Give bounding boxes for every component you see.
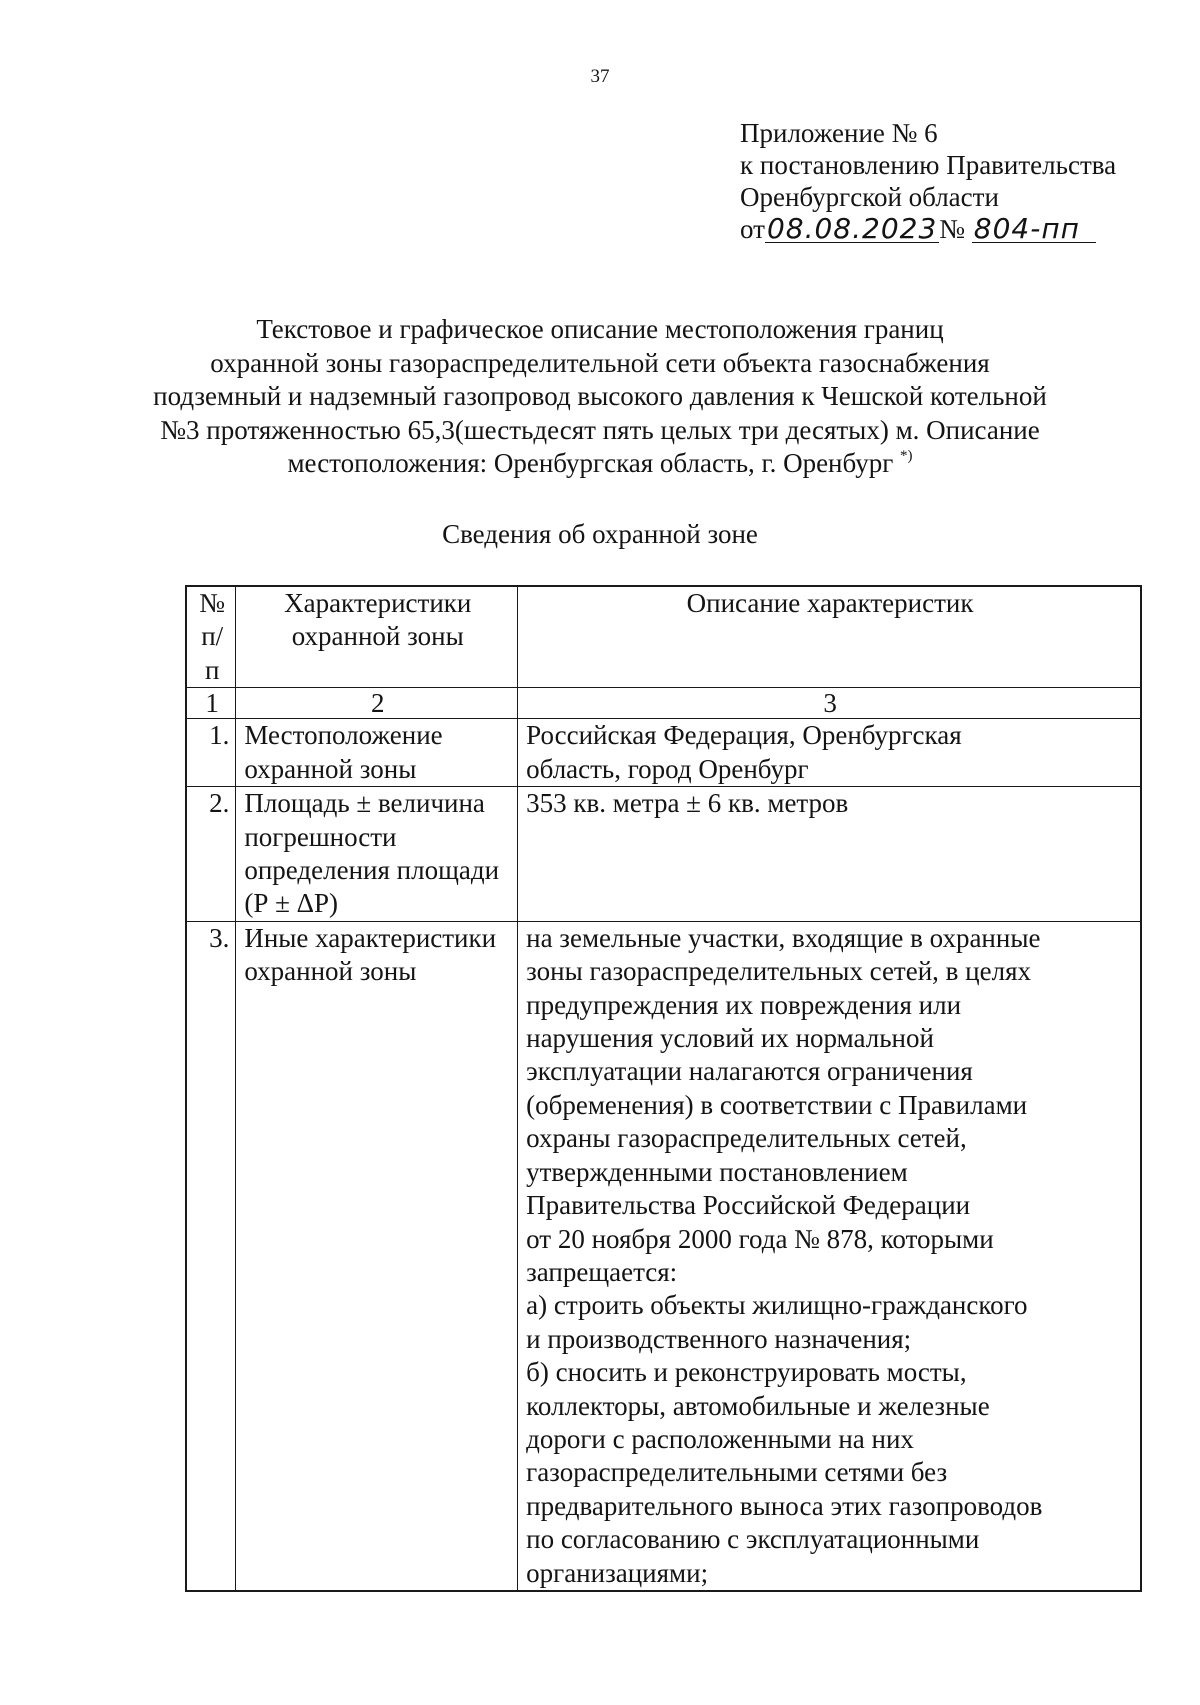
row-description-line: газораспределительными сетями без (526, 1457, 948, 1488)
row-characteristic (236, 719, 518, 787)
row-description-line: охраны газораспределительных сетей, (526, 1123, 967, 1154)
row-description (518, 921, 1141, 1591)
row-characteristic-line: (Р ± ΔР) (244, 888, 339, 919)
section-subtitle: Сведения об охранной зоне (442, 519, 758, 549)
appendix-number-label: № (939, 214, 966, 244)
table-row (186, 719, 1141, 787)
row-description-line: зоны газораспределительных сетей, в целях (526, 956, 1031, 987)
row-description (518, 787, 1141, 922)
row-description-line: область, город Оренбург (526, 753, 809, 784)
row-characteristic (236, 921, 518, 1591)
row-description-line: эксплуатации налагаются ограничения (526, 1056, 973, 1087)
row-characteristic-line: Площадь ± величина (244, 788, 485, 819)
row-description-line: и производственного назначения; (526, 1323, 912, 1354)
document-title (120, 313, 1080, 481)
title-line-2: охранной зоны газораспределительной сети объекта газоснабжения (210, 347, 990, 378)
row-description-line: предварительного выноса этих газопроводов (526, 1490, 1043, 1521)
row-characteristic-line: Местоположение (244, 720, 443, 751)
title-line-3: подземный и надземный газопровод высокого давления к Чешской котельной (153, 381, 1047, 411)
protection-zone-table (185, 585, 1142, 1592)
appendix-line-3: Оренбургской области (740, 182, 999, 212)
row-characteristic-line: Иные характеристики (244, 922, 497, 953)
header-description: Описание характеристик (518, 586, 1141, 688)
table-row (186, 787, 1141, 922)
row-description-line: организациями; (526, 1557, 709, 1588)
title-line-5 (120, 447, 1080, 481)
header-number-line-1: № (199, 588, 226, 618)
row-description-line: Правительства Российской Федерации (526, 1190, 971, 1221)
row-description-line: по согласованию с эксплуатационными (526, 1524, 980, 1555)
title-line-4: №3 протяженностью 65,3(шестьдесят пять целых три десятых) м. Описание (160, 414, 1040, 445)
row-description (518, 719, 1141, 787)
row-description-line: 353 кв. метра ± 6 кв. метров (526, 788, 849, 819)
header-characteristics-line-2: охранной зоны (291, 621, 464, 652)
row-description-line: коллекторы, автомобильные и железные (526, 1390, 990, 1421)
header-characteristics (236, 586, 518, 688)
row-description-line: предупреждения их повреждения или (526, 989, 962, 1020)
row-description-line: нарушения условий их нормальной (526, 1023, 934, 1054)
title-line-5-text: местоположения: Оренбургская область, г. Оренбург (287, 448, 894, 478)
row-description-line: Российская Федерация, Оренбургская (526, 720, 962, 751)
row-description-line: от 20 ноября 2000 года № 878, которыми (526, 1223, 994, 1254)
row-characteristic-line: охранной зоны (244, 753, 417, 784)
footnote-mark: *) (900, 448, 913, 464)
handwritten-date: 08.08.2023 (766, 212, 938, 245)
appendix-line-1: Приложение № 6 (740, 118, 938, 148)
appendix-block (740, 117, 1116, 245)
row-description-line: (обременения) в соответствии с Правилами (526, 1089, 1028, 1120)
header-number (186, 586, 236, 688)
row-number: 2. (186, 787, 236, 922)
row-number: 3. (186, 921, 236, 1591)
table-row (186, 921, 1141, 1591)
row-number: 1. (186, 719, 236, 787)
column-number-row (186, 688, 1141, 719)
title-line-1: Текстовое и графическое описание местоположения границ (256, 314, 944, 344)
row-description-line: б) сносить и реконструировать мосты, (526, 1357, 967, 1388)
table-header-row (186, 586, 1141, 688)
page-number: 37 (590, 66, 610, 87)
row-characteristic-line: погрешности (244, 821, 397, 852)
row-characteristic (236, 787, 518, 922)
header-characteristics-line-1: Характеристики (284, 588, 472, 618)
row-characteristic-line: охранной зоны (244, 956, 417, 987)
row-description-line: на земельные участки, входящие в охранные (526, 922, 1041, 953)
row-description-line: утвержденными постановлением (526, 1156, 908, 1187)
appendix-line-2: к постановлению Правительства (740, 150, 1117, 180)
row-characteristic-line: определения площади (244, 855, 500, 886)
row-description-line: запрещается: (526, 1256, 678, 1287)
appendix-date-line (740, 213, 1116, 245)
column-number-3: 3 (518, 688, 1141, 719)
appendix-from-label: от (740, 214, 765, 244)
header-number-line-2: п/п (201, 621, 224, 685)
column-number-1: 1 (186, 688, 236, 719)
row-description-line: дороги с расположенными на них (526, 1423, 914, 1454)
row-description-line: а) строить объекты жилищно-гражданского (526, 1290, 1028, 1321)
handwritten-number: 804-пп (972, 216, 1096, 243)
column-number-2: 2 (236, 688, 518, 719)
